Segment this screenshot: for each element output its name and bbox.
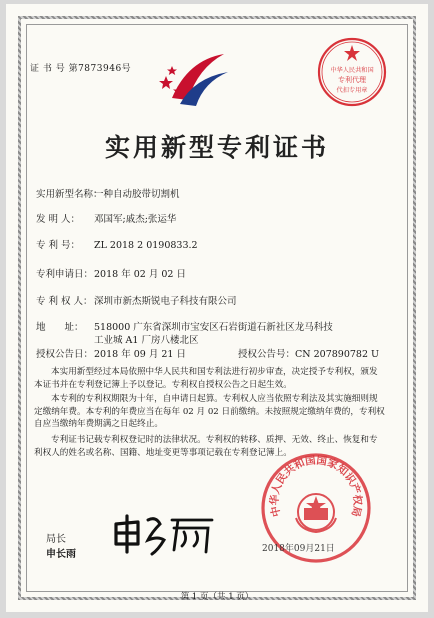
field-grant-date-value: 2018 年 09 月 21 日 xyxy=(94,349,186,360)
field-inventors-value: 邓国军;戚杰;张运华 xyxy=(94,214,177,225)
agency-seal-line-2: 专利代理 xyxy=(338,76,366,84)
paragraph-1-line-2: 本证书并在专利登记簿上予以登记。专利权自授权公告之日起生效。 xyxy=(34,379,292,390)
field-grant-no-value: CN 207890782 U xyxy=(295,349,380,360)
field-filing-date xyxy=(36,266,186,280)
certificate-number: 证 书 号 第7873946号 xyxy=(30,64,132,74)
field-address-label: 地 址： xyxy=(36,322,84,333)
field-patentee-label: 专 利 权 人： xyxy=(36,296,93,307)
field-filing-date-label: 专利申请日： xyxy=(36,269,94,280)
patent-office-seal-text: 中华人民共和国国家知识产权局 xyxy=(268,454,364,518)
seal-date: 2018年09月21日 xyxy=(262,544,335,554)
field-name-value: 一种自动胶带切割机 xyxy=(94,189,180,200)
field-grant-no-label: 授权公告号： xyxy=(238,349,296,360)
paragraph-2-line-2: 定缴纳年费。本专利的年费应当在每年 02 月 02 日前缴纳。未按照规定缴纳年费的，专利权 xyxy=(34,406,385,417)
paragraph-3-line-2: 利权人的姓名或名称、国籍、地址变更等事项记载在专利登记簿上。 xyxy=(34,447,292,458)
agency-seal-line-3: 代扣专用章 xyxy=(336,87,368,94)
field-name xyxy=(36,186,180,200)
page-footer: 第 1 页（共 1 页） xyxy=(180,592,254,602)
bureau-name: 申长雨 xyxy=(46,549,76,560)
field-inventors xyxy=(36,211,176,225)
field-grant-no xyxy=(238,346,379,360)
patent-emblem-icon xyxy=(158,48,230,110)
field-patent-no-label: 专 利 号： xyxy=(36,240,81,251)
field-grant-date xyxy=(36,346,186,360)
field-grant-date-label: 授权公告日： xyxy=(36,349,94,360)
field-patentee xyxy=(36,293,237,307)
field-address xyxy=(36,319,333,333)
paragraph-1-line-1: 本实用新型经过本局依照中华人民共和国专利法进行初步审查，决定授予专利权，颁发 xyxy=(51,367,378,377)
field-patentee-value: 深圳市新杰斯锐电子科技有限公司 xyxy=(94,296,237,307)
field-address-line2: 工业城 A1 厂房八楼北区 xyxy=(94,335,199,346)
paragraph-1 xyxy=(34,366,402,391)
field-patent-no-value: ZL 2018 2 0190833.2 xyxy=(94,240,198,251)
field-patent-no xyxy=(36,237,198,251)
certificate-title: 实用新型专利证书 xyxy=(104,133,329,162)
paragraph-3-line-1: 专利证书记载专利权登记时的法律状况。专利权的转移、质押、无效、终止、恢复和专 xyxy=(51,435,378,445)
handwritten-signature-icon xyxy=(108,510,218,558)
bureau-title: 局长 xyxy=(46,534,66,545)
agency-seal-icon xyxy=(316,36,388,108)
agency-seal-line-1: 中华人民共和国 xyxy=(330,67,374,74)
paragraph-2-line-1: 本专利的专利权期限为十年，自申请日起算。专利权人应当依照专利法及其实施细则规 xyxy=(51,394,378,404)
field-name-label: 实用新型名称： xyxy=(36,189,103,200)
field-inventors-label: 发 明 人： xyxy=(36,214,81,225)
field-filing-date-value: 2018 年 02 月 02 日 xyxy=(94,269,186,280)
paragraph-2 xyxy=(34,393,402,431)
field-address-value: 518000 广东省深圳市宝安区石岩街道石新社区龙马科技 xyxy=(94,322,333,333)
paragraph-2-line-3: 自应当缴纳年费期满之日起终止。 xyxy=(34,419,163,429)
bureau-signatory xyxy=(46,532,76,562)
